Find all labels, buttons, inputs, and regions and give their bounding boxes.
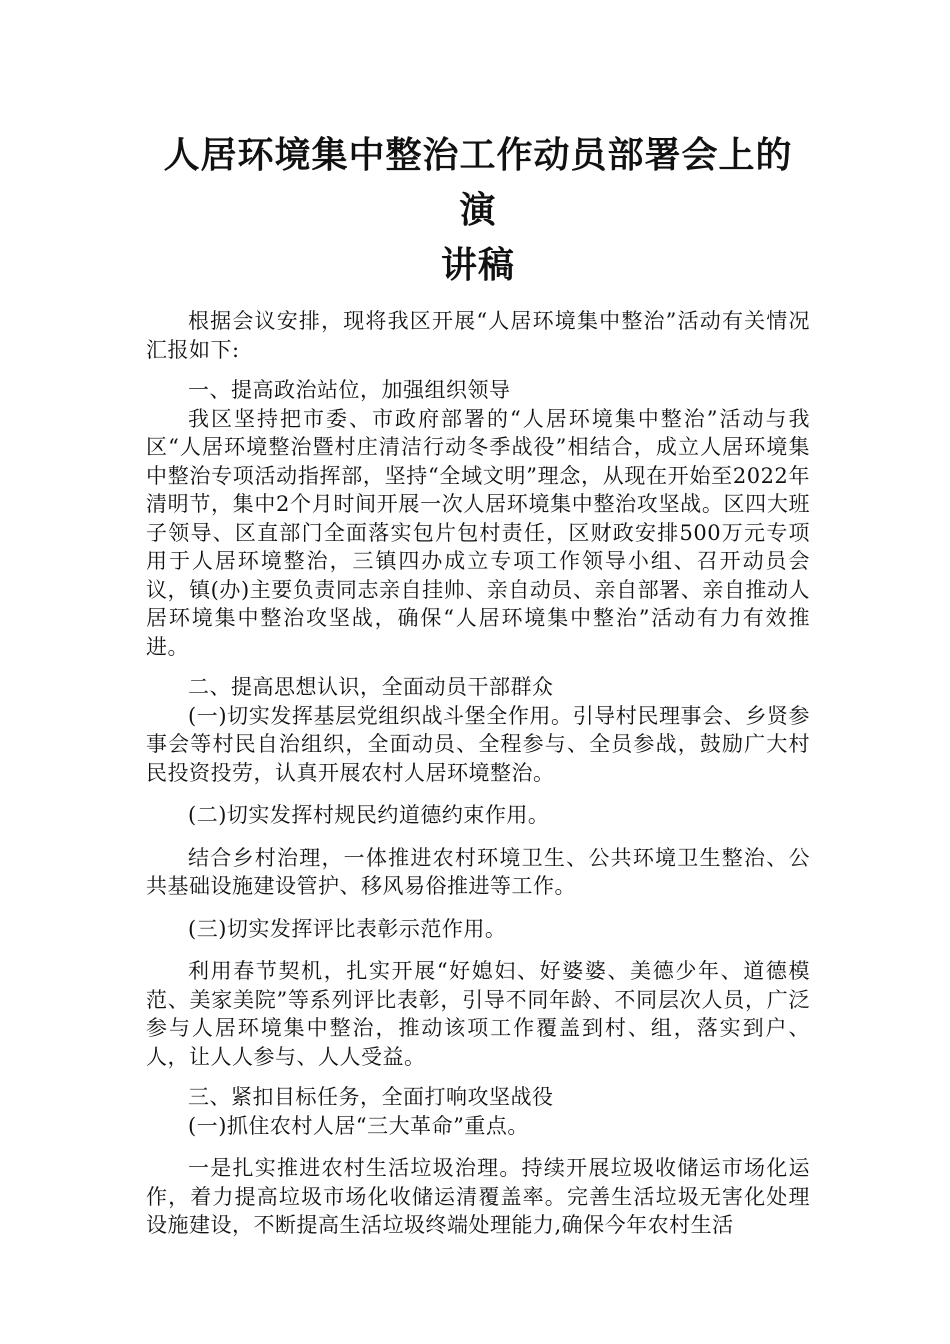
section-heading-2: 二、提高思想认识，全面动员干部群众 — [188, 675, 554, 699]
title-line-2: 讲稿 — [440, 245, 515, 286]
section-2-item-2-body: 结合乡村治理，一体推进农村环境卫生、公共环境卫生整治、公共基础设施建设管护、移风易俗推进等工作。 — [146, 845, 810, 898]
document-page — [146, 128, 810, 1240]
section-2-item-1: (一)切实发挥基层党组织战斗堡全作用。引导村民理事会、乡贤参事会等村民自治组织，全面动员、全程参与、全员参战，鼓励广大村民投资投劳，认真开展农村人居环境整治。 — [146, 703, 810, 785]
section-3-item-1-body: 一是扎实推进农村生活垃圾治理。持续开展垃圾收储运市场化运作，着力提高垃圾市场化收储运清覆盖率。完善生活垃圾无害化处理设施建设，不断提高生活垃圾终端处理能力,确保今年农村生活 — [146, 1156, 810, 1237]
section-1-paragraph: 我区坚持把市委、市政府部署的“人居环境集中整治”活动与我区“人居环境整治暨村庄清洁行动冬季战役”相结合，成立人居环境集中整治专项活动指挥部，坚持“全域文明”理念，从现在开始至2022年清明节，集中2个月时间开展一次人居环境集中整治攻坚战。区四大班子领导、区直部门全面落实包片包村责任，区财政安排500万元专项用于人居环境整治，三镇四办成立专项工作领导小组、召开动员会议，镇(办)主要负责同志亲自挂帅、亲自动员、亲自部署、亲自推动人居环境集中整治攻坚战，确保“人居环境集中整治”活动有力有效推进。 — [146, 406, 810, 659]
document-title — [146, 128, 810, 293]
section-2-item-3: (三)切实发挥评比表彰示范作用。 — [188, 916, 507, 941]
section-2-item-2: (二)切实发挥村规民约道德约束作用。 — [188, 803, 550, 827]
title-line-1: 人居环境集中整治工作动员部署会上的演 — [163, 135, 793, 231]
section-heading-3: 三、紧扣目标任务，全面打响攻坚战役 — [188, 1085, 554, 1109]
section-heading-1: 一、提高政治站位，加强组织领导 — [188, 378, 511, 402]
intro-paragraph: 根据会议安排，现将我区开展“人居环境集中整治”活动有关情况汇报如下: — [146, 309, 810, 362]
section-2-item-3-body: 利用春节契机，扎实开展“好媳妇、好婆婆、美德少年、道德模范、美家美院”等系列评比表彰，引导不同年龄、不同层次人员，广泛参与人居环境集中整治，推动该项工作覆盖到村、组，落实到户、人，让人人参与、人人受益。 — [146, 959, 810, 1069]
section-3-item-1: (一)抓住农村人居“三大革命”重点。 — [188, 1113, 529, 1138]
